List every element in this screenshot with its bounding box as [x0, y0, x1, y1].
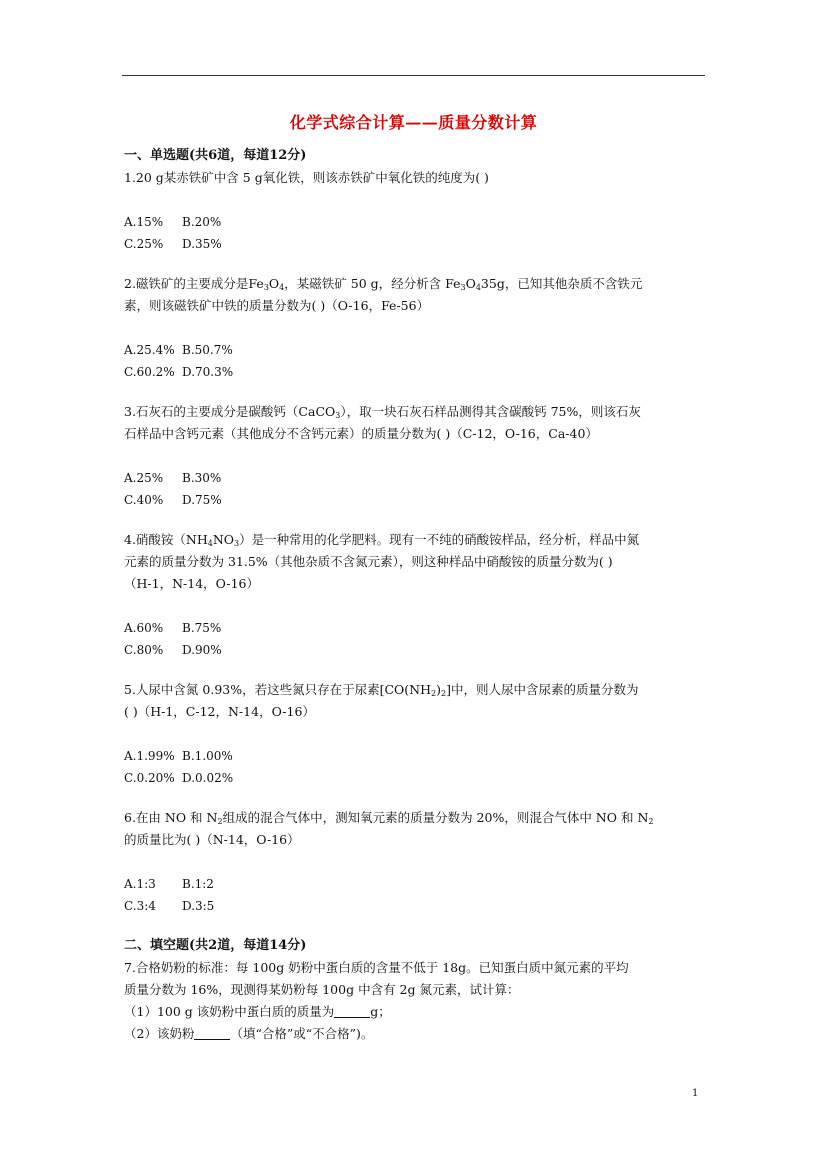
answer-blank-2[interactable]: [194, 1027, 230, 1040]
question-3-options-row-2: [124, 489, 714, 511]
option-c: C.80%: [124, 643, 164, 657]
option-b: B.30%: [182, 471, 222, 485]
question-4-line-1: 4.硝酸铵$(NH_4NO_3)$是一种常用的化学肥料。现有一不纯的硝酸铵样品，经分析，样品中氮: [124, 532, 640, 548]
option-b: B.1:2: [182, 877, 214, 891]
section-heading-single-choice: 一、单选题(共6道，每道12分): [124, 148, 307, 163]
page-number: 1: [692, 1088, 699, 1099]
question-7-line-1: 7.合格奶粉的标准：每 100g 奶粉中蛋白质的含量不低于 18g。已知蛋白质中氮元素的平均: [124, 960, 629, 975]
option-a: A.15%: [124, 215, 164, 229]
question-4-line-2: 元素的质量分数为 31.5%（其他杂质不含氮元素），则这种样品中硝酸铵的质量分数为( ): [124, 554, 613, 569]
question-7-line-2: 质量分数为 16%，现测得某奶粉每 100g 中含有 2g 氮元素，试计算：: [124, 982, 520, 997]
question-6-options-row-2: [124, 895, 714, 917]
question-1-options-row-1: [124, 211, 714, 233]
question-7-line-4: （2）该奶粉 （填“合格”或“不合格”)。: [124, 1026, 374, 1041]
question-5-line-2: ( )（H-1，C-12，N-14，O-16）: [124, 704, 315, 719]
option-d: D.70.3%: [182, 365, 234, 379]
option-c: C.60.2%: [124, 365, 175, 379]
question-2-line-1: 2.磁铁矿的主要成分是$Fe_3O_4$，某磁铁矿 50 g，经分析含 $Fe_3O_435g$，已知其他杂质不含铁元: [124, 276, 643, 292]
question-3-line-1: 3.石灰石的主要成分是碳酸钙（CaCO$_3$），取一块石灰石样品测得其含碳酸钙 75%，则该石灰: [124, 404, 641, 420]
option-d: D.35%: [182, 237, 222, 251]
question-5-options-row-1: [124, 745, 714, 767]
question-4-options-row-1: [124, 617, 714, 639]
question-3-line-2: 石样品中含钙元素（其他成分不含钙元素）的质量分数为( )（C-12，O-16，Ca-40）: [124, 426, 598, 441]
question-5-line-1: 5.人尿中含氮 0.93%，若这些氮只存在于尿素$[CO(NH_2)_2]$中，则人尿中含尿素的质量分数为: [124, 682, 639, 698]
option-a: A.60%: [124, 621, 164, 635]
question-2-options-row-2: [124, 361, 714, 383]
question-6-line-2: 的质量比为( )（N-14，O-16）: [124, 832, 300, 847]
option-c: C.3:4: [124, 899, 156, 913]
option-a: A.1.99%: [124, 749, 175, 763]
question-6-line-1: 6.在由 NO 和 $N_2$组成的混合气体中，测知氧元素的质量分数为 20%，则混合气体中 NO 和 $N_2$: [124, 810, 654, 826]
option-b: B.1.00%: [182, 749, 233, 763]
option-d: D.3:5: [182, 899, 215, 913]
option-c: C.0.20%: [124, 771, 175, 785]
header-rule: [122, 75, 705, 76]
option-c: C.25%: [124, 237, 164, 251]
option-b: B.20%: [182, 215, 222, 229]
question-2-line-2: 素，则该磁铁矿中铁的质量分数为( )（O-16，Fe-56）: [124, 298, 430, 313]
option-a: A.1:3: [124, 877, 156, 891]
answer-blank-1[interactable]: [334, 1005, 370, 1018]
question-7-line-3: （1）100 g 该奶粉中蛋白质的质量为 g；: [124, 1004, 391, 1019]
option-d: D.0.02%: [182, 771, 234, 785]
option-a: A.25.4%: [124, 343, 175, 357]
section-heading-fill-blank: 二、填空题(共2道，每道14分): [124, 938, 307, 953]
question-4-line-3: （H-1，N-14，O-16）: [124, 576, 259, 591]
option-a: A.25%: [124, 471, 164, 485]
option-d: D.75%: [182, 493, 222, 507]
option-c: C.40%: [124, 493, 164, 507]
question-1-options-row-2: [124, 233, 714, 255]
page-title: 化学式综合计算——质量分数计算: [289, 113, 538, 132]
option-b: B.75%: [182, 621, 222, 635]
question-4-options-row-2: [124, 639, 714, 661]
option-b: B.50.7%: [182, 343, 233, 357]
question-5-options-row-2: [124, 767, 714, 789]
document-body: [124, 145, 714, 1045]
option-d: D.90%: [182, 643, 222, 657]
question-3-options-row-1: [124, 467, 714, 489]
question-1-text: 1.20 g某赤铁矿中含 5 g氧化铁，则该赤铁矿中氧化铁的纯度为( ): [124, 170, 489, 185]
question-2-options-row-1: [124, 339, 714, 361]
question-6-options-row-1: [124, 873, 714, 895]
